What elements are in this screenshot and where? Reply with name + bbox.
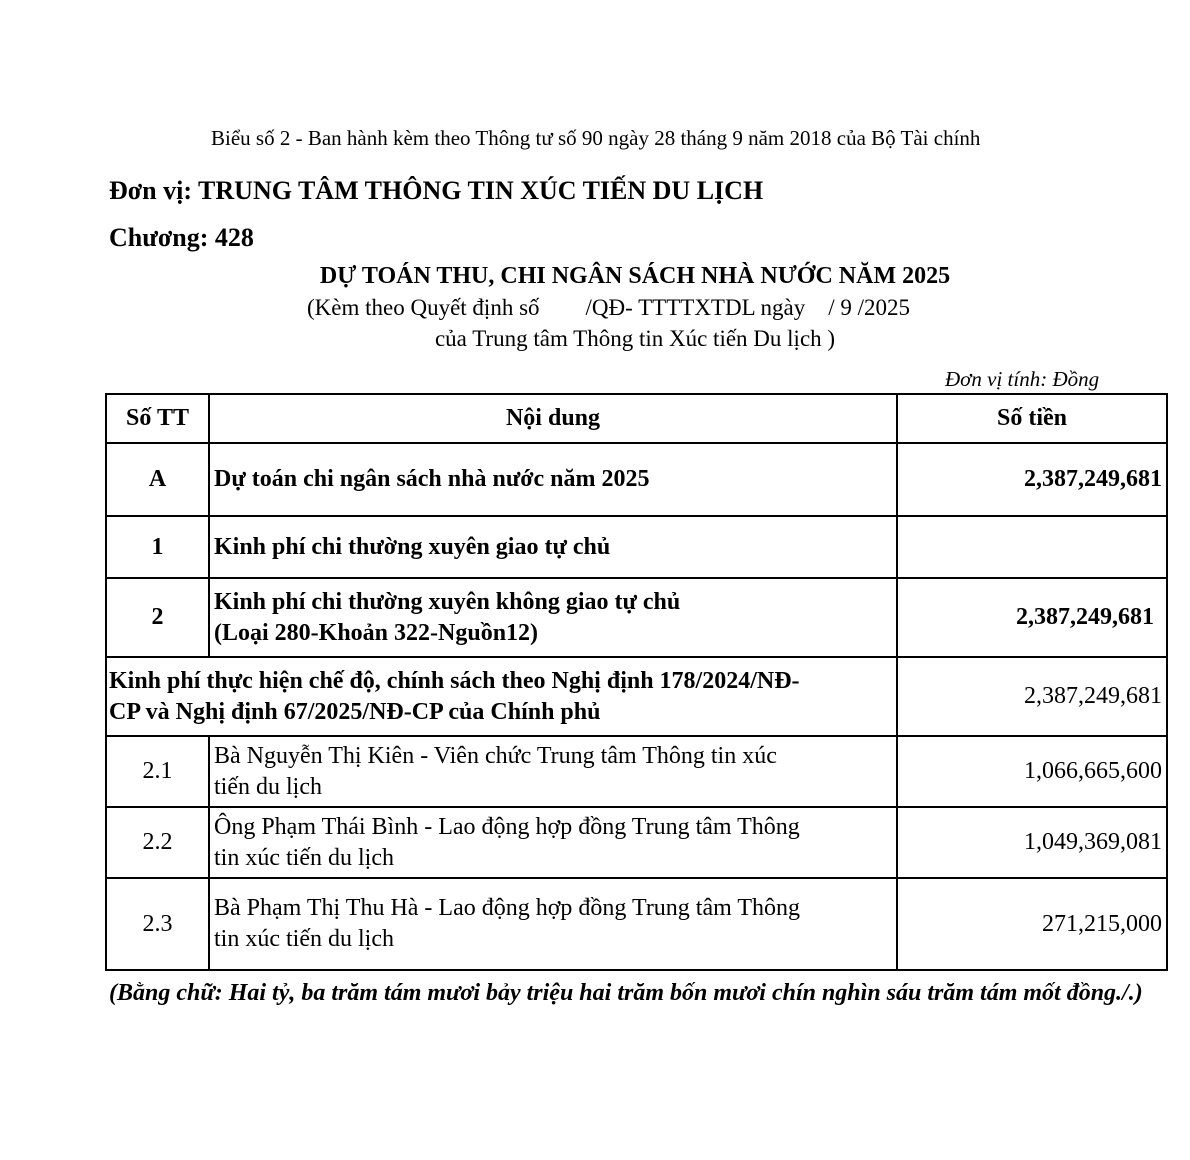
row-content: Ông Phạm Thái Bình - Lao động hợp đồng Trung tâm Thông tin xúc tiến du lịch [209,807,897,878]
row-stt: 2.2 [106,807,209,878]
table-row [106,878,1167,970]
row-amount: 2,387,249,681 [897,578,1167,657]
row-amount: 271,215,000 [897,878,1167,970]
row-content: Kinh phí chi thường xuyên không giao tự chủ (Loại 280-Khoản 322-Nguồn12) [209,578,897,657]
row-stt: 2.3 [106,878,209,970]
table-header-row [106,394,1167,443]
issuer-line: của Trung tâm Thông tin Xúc tiến Du lịch ) [434,326,836,351]
header-amount: Số tiền [897,394,1167,443]
row-content: Bà Phạm Thị Thu Hà - Lao động hợp đồng Trung tâm Thông tin xúc tiến du lịch [209,878,897,970]
row-amount: 1,049,369,081 [897,807,1167,878]
row-content: Kinh phí thực hiện chế độ, chính sách theo Nghị định 178/2024/NĐ- CP và Nghị định 67/2025/NĐ-CP của Chính phủ [106,657,897,736]
form-note: Biểu số 2 - Ban hành kèm theo Thông tư số 90 ngày 28 tháng 9 năm 2018 của Bộ Tài chính [211,126,981,150]
table-row [106,736,1167,807]
row-stt: 1 [106,516,209,578]
document-title: DỰ TOÁN THU, CHI NGÂN SÁCH NHÀ NƯỚC NĂM 2025 [319,263,951,289]
unit-of-measure: Đơn vị tính: Đồng [945,367,1100,391]
amount-in-words: (Bằng chữ: Hai tỷ, ba trăm tám mươi bảy triệu hai trăm bốn mươi chín nghìn sáu trăm tám mốt đồng./.) [109,980,1143,1006]
row-stt: A [106,443,209,516]
budget-table [105,393,1168,971]
table-row [106,807,1167,878]
row-amount: 1,066,665,600 [897,736,1167,807]
row-content: Bà Nguyễn Thị Kiên - Viên chức Trung tâm Thông tin xúc tiến du lịch [209,736,897,807]
row-stt: 2 [106,578,209,657]
row-content: Dự toán chi ngân sách nhà nước năm 2025 [209,443,897,516]
chapter-label: Chương: 428 [109,223,254,252]
table-row [106,516,1167,578]
table-row [106,443,1167,516]
header-content: Nội dung [209,394,897,443]
row-amount: 2,387,249,681 [897,657,1167,736]
row-stt: 2.1 [106,736,209,807]
row-content: Kinh phí chi thường xuyên giao tự chủ [209,516,897,578]
decision-reference: (Kèm theo Quyết định số /QĐ- TTTTXTDL ngày / 9 /2025 [307,295,911,320]
table-row [106,657,1167,736]
row-amount [897,516,1167,578]
row-amount: 2,387,249,681 [897,443,1167,516]
header-stt: Số TT [106,394,209,443]
table-row [106,578,1167,657]
unit-label: Đơn vị: TRUNG TÂM THÔNG TIN XÚC TIẾN DU LỊCH [109,176,764,205]
